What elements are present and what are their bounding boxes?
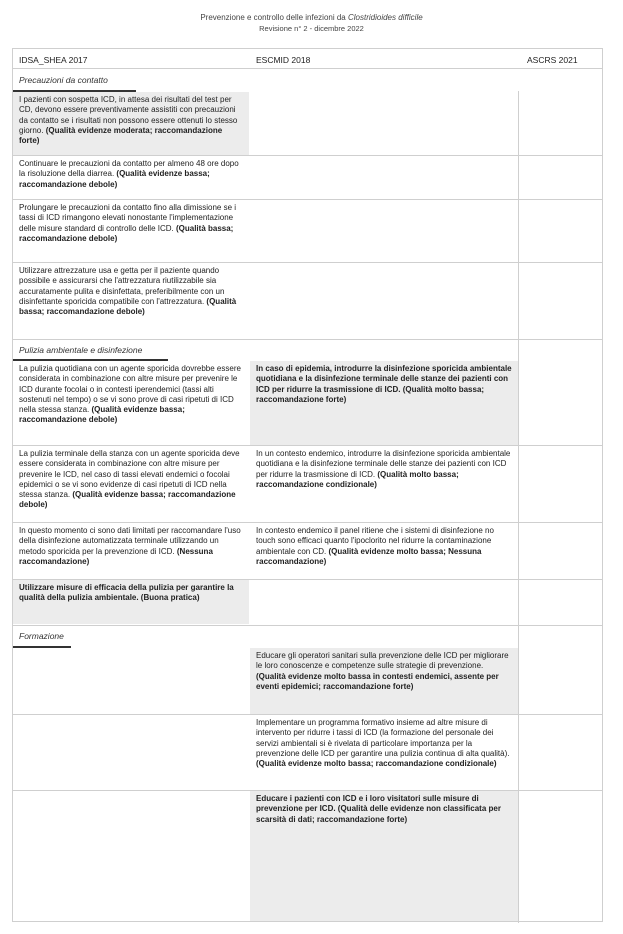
- cell-text: Educare gli operatori sanitari sulla prevenzione delle ICD per migliorare le loro conoscenze e competenze sulle strategie di prevenzione.: [256, 651, 509, 671]
- page-header: [0, 12, 623, 34]
- cell-text: In un contesto endemico, introdurre la disinfezione sporicida ambientale quotidiana e la disinfezione terminale delle stanze dei pazienti con ICD per ridurre la trasmissione di ICD.: [256, 449, 511, 479]
- table-cell-r11-escmid: [250, 791, 518, 921]
- cell-bold: (Qualità molto bassa; raccomandazione condizionale): [256, 469, 459, 489]
- table-cell-r9-escmid: [250, 648, 518, 714]
- cell-bold: (Nessuna raccomandazione): [19, 546, 213, 566]
- cell-text: I pazienti con sospetta ICD, in attesa dei risultati del test per CD, devono essere preventivamente assistiti con precauzioni da contatto se i risultati non possono essere ottenuti lo stesso giorno.: [19, 95, 238, 135]
- cell-bold: (Qualità evidenze molto bassa; Nessuna raccomandazione): [256, 546, 482, 566]
- cell-bold: (Qualità evidenze bassa; raccomandazione debole): [19, 169, 210, 189]
- table-cell-r2: [13, 156, 249, 199]
- cell-bold: Utilizzare misure di efficacia della pulizia per garantire la qualità della pulizia ambientale. (Buona pratica): [19, 583, 234, 603]
- title-prefix: Prevenzione e controllo delle infezioni da: [200, 13, 348, 22]
- revision-label: Revisione n° 2 - dicembre 2022: [259, 24, 364, 33]
- table-cell-r4: [13, 263, 249, 338]
- guidelines-table: [12, 48, 603, 922]
- cell-bold: In caso di epidemia, introdurre la disinfezione sporicida ambientale quotidiana e la disinfezione terminale delle stanze dei pazienti con ICD per ridurre la trasmissione di ICD. (Qualità molto bassa; raccomandazione forte): [256, 364, 512, 404]
- cell-bold: (Qualità evidenze moderata; raccomandazione forte): [19, 125, 223, 146]
- cell-text: Continuare le precauzioni da contatto per almeno 48 ore dopo la risoluzione della diarrea.: [19, 159, 239, 179]
- column-header-escmid: ESCMID 2018: [256, 55, 311, 65]
- cell-text: In contesto endemico il panel ritiene che i sistemi di disinfezione no touch sono efficaci quanto l'ipoclorito nel ridurre la contaminazione ambientale con CD.: [256, 526, 494, 556]
- document-title: [0, 12, 623, 23]
- cell-bold: (Qualità evidenze bassa; raccomandazione debole): [19, 490, 236, 510]
- cell-bold: Educare i pazienti con ICD e i loro visitatori sulle misure di prevenzione per ICD. (Qualità delle evidenze non classificata per scarsità di dati; raccomandazione forte): [256, 794, 501, 824]
- cell-bold: (Qualità evidenze molto bassa in contesti endemici, assente per eventi epidemici; raccomandazione forte): [256, 671, 499, 691]
- cell-text: In questo momento ci sono dati limitati per raccomandare l'uso della disinfezione automatizzata terminale utilizzando un metodo sporicida per la prevenzione di ICD.: [19, 526, 241, 556]
- section-training: [13, 625, 602, 648]
- column-divider: [518, 91, 519, 923]
- table-cell-r3: [13, 200, 249, 262]
- table-cell-r6-escmid: [250, 446, 518, 522]
- table-cell-r7: [13, 523, 249, 579]
- table-cell-r10-escmid: [250, 715, 518, 790]
- table-cell-r7-escmid: [250, 523, 518, 579]
- section-title-contact: Precauzioni da contatto: [19, 75, 108, 85]
- table-cell-r5: [13, 361, 249, 445]
- table-cell-r5-escmid: [250, 361, 518, 445]
- section-contact: [13, 68, 602, 92]
- section-title-env: Pulizia ambientale e disinfezione: [19, 345, 143, 355]
- column-header-idsa: IDSA_SHEA 2017: [19, 55, 88, 65]
- title-italic: Clostridioides difficile: [347, 13, 423, 22]
- table-cell-r6: [13, 446, 249, 522]
- column-header-ascrs: ASCRS 2021: [527, 55, 578, 65]
- cell-text: La pulizia quotidiana con un agente sporicida dovrebbe essere considerata in combinazione con altre misure per prevenire le ICD durante focolai o in contesti iperendemici (tassi alti sostenuti nel tempo) o se vi sono prove di casi ripetuti di ICD nella stessa stanza.: [19, 364, 241, 415]
- cell-bold: (Qualità bassa; raccomandazione debole): [19, 296, 237, 317]
- table-cell-r8: [13, 580, 249, 624]
- cell-text: Implementare un programma formativo insieme ad altre misure di intervento per ridurre i tassi di ICD (la formazione del personale dei servizi ambientali si è rivelata di particolare importanza per la prevenzione delle ICD per garantire una pulizia continua di alta qualità).: [256, 718, 510, 758]
- cell-bold: (Qualità evidenze molto bassa; raccomandazione condizionale): [256, 759, 497, 769]
- table-cell-r1: [13, 92, 249, 155]
- cell-text: Utilizzare attrezzature usa e getta per il paziente quando possibile e assicurarsi che l'attrezzatura riutilizzabile sia accuratamente pulita e disinfettata, preferibilmente con un disinfettante sporicida compatibile con l'attrezzatura.: [19, 266, 225, 306]
- cell-text: Prolungare le precauzioni da contatto fino alla dimissione se i tassi di ICD rimangono elevati nonostante l'implementazione delle misure standard di controllo delle ICD.: [19, 203, 237, 233]
- cell-bold: (Qualità bassa; raccomandazione debole): [19, 223, 234, 243]
- cell-text: La pulizia terminale della stanza con un agente sporicida deve essere considerata in combinazione con altre misure per prevenire le ICD, nel caso di tassi elevati endemici o focolai epidemici o se vi sono evidenze di casi ripetuti di ICD nella stessa stanza.: [19, 449, 240, 500]
- section-title-training: Formazione: [19, 631, 64, 641]
- cell-bold: (Qualità evidenze bassa; raccomandazione debole): [19, 405, 185, 425]
- section-underline: [13, 646, 71, 648]
